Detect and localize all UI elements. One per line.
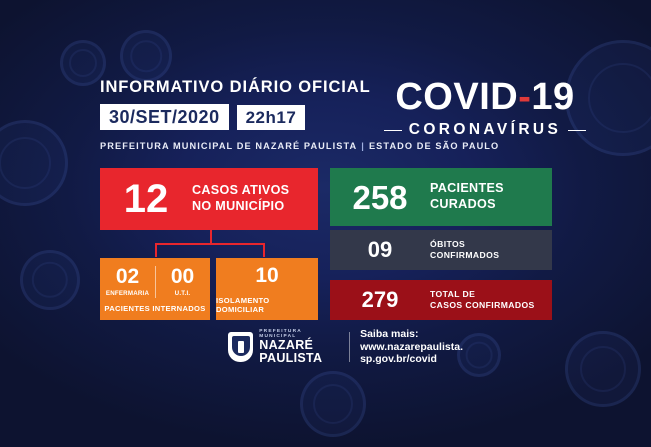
website-line1[interactable]: www.nazarepaulista. (360, 340, 463, 353)
icu-value: 00 (170, 264, 195, 288)
website-line2[interactable]: sp.gov.br/covid (360, 353, 437, 366)
home-isolation-card (216, 258, 318, 320)
poster-footer (228, 330, 463, 364)
header-subtitle (100, 141, 500, 151)
home-isolation-label: ISOLAMENTO DOMICILIAR (216, 295, 270, 314)
recovered-label-line1: PACIENTES (430, 181, 504, 196)
subtitle-state: ESTADO DE SÃO PAULO (368, 141, 500, 151)
confirmed-label-line1: TOTAL DE (430, 288, 476, 299)
hospitalized-label: PACIENTES INTERNADOS (104, 303, 206, 313)
report-date: 30/SET/2020 (100, 104, 229, 130)
page-title: INFORMATIVO DIÁRIO OFICIAL (100, 78, 371, 96)
connector-drop-right (263, 243, 265, 257)
covid-logo-sub (360, 121, 610, 139)
rule-left (384, 130, 402, 131)
rule-right (568, 130, 586, 131)
recovered-value: 258 (352, 178, 408, 216)
active-cases-value: 12 (123, 177, 169, 221)
subtitle-municipality: PREFEITURA MUNICIPAL DE NAZARÉ PAULISTA (100, 141, 358, 151)
active-cases-label-line2: NO MUNICÍPIO (192, 199, 285, 213)
city-brand-line2: PAULISTA (259, 351, 323, 366)
more-info-block (360, 328, 463, 365)
subtitle-separator: | (361, 141, 365, 151)
connector-stem (210, 230, 212, 243)
deaths-label (430, 239, 499, 261)
more-info-label: Saiba mais: (360, 328, 419, 341)
report-time: 22h17 (237, 105, 306, 130)
icu-cell (155, 266, 210, 297)
deaths-card (330, 230, 552, 270)
active-cases-card (100, 168, 318, 230)
breakdown-connector (155, 230, 265, 258)
covid-dash: - (518, 76, 532, 118)
recovered-label (430, 181, 504, 212)
coronavirus-word: CORONAVÍRUS (408, 121, 562, 138)
date-time-row (100, 104, 360, 130)
footer-divider (349, 332, 350, 362)
home-isolation-value: 10 (255, 263, 279, 287)
active-cases-label (192, 183, 289, 214)
covid-number: 19 (531, 76, 575, 118)
virus-decoration-icon (565, 331, 641, 407)
city-brand-text (259, 329, 339, 365)
confirmed-cases-card (330, 280, 552, 320)
covid-logo (360, 78, 610, 139)
ward-cell (100, 266, 155, 297)
ward-label: ENFERMARIA (105, 289, 150, 297)
city-brand (228, 329, 339, 365)
virus-decoration-icon (300, 371, 366, 437)
connector-bar (155, 243, 265, 245)
poster-header (0, 0, 651, 160)
covid-logo-main (360, 78, 610, 116)
recovered-label-line2: CURADOS (430, 197, 496, 211)
active-cases-label-line1: CASOS ATIVOS (192, 183, 290, 198)
confirmed-value: 279 (361, 287, 399, 312)
recovered-patients-card (330, 168, 552, 226)
confirmed-label-line2: CASOS CONFIRMADOS (430, 300, 535, 310)
ward-value: 02 (115, 264, 140, 288)
city-brand-line1: NAZARÉ (259, 337, 314, 352)
city-crest-icon (228, 332, 253, 362)
deaths-value: 09 (367, 237, 393, 262)
covid-word: COVID (395, 76, 519, 118)
confirmed-label (430, 289, 535, 311)
virus-decoration-icon (20, 250, 80, 310)
virus-decoration-icon (457, 333, 501, 377)
deaths-label-line1: ÓBITOS (430, 238, 466, 249)
city-brand-prefix: PREFEITURA MUNICIPAL (259, 328, 302, 339)
deaths-label-line2: CONFIRMADOS (430, 250, 500, 260)
icu-label: U.T.I. (174, 289, 191, 297)
connector-drop-left (155, 243, 157, 257)
hospitalized-divider (155, 266, 156, 298)
